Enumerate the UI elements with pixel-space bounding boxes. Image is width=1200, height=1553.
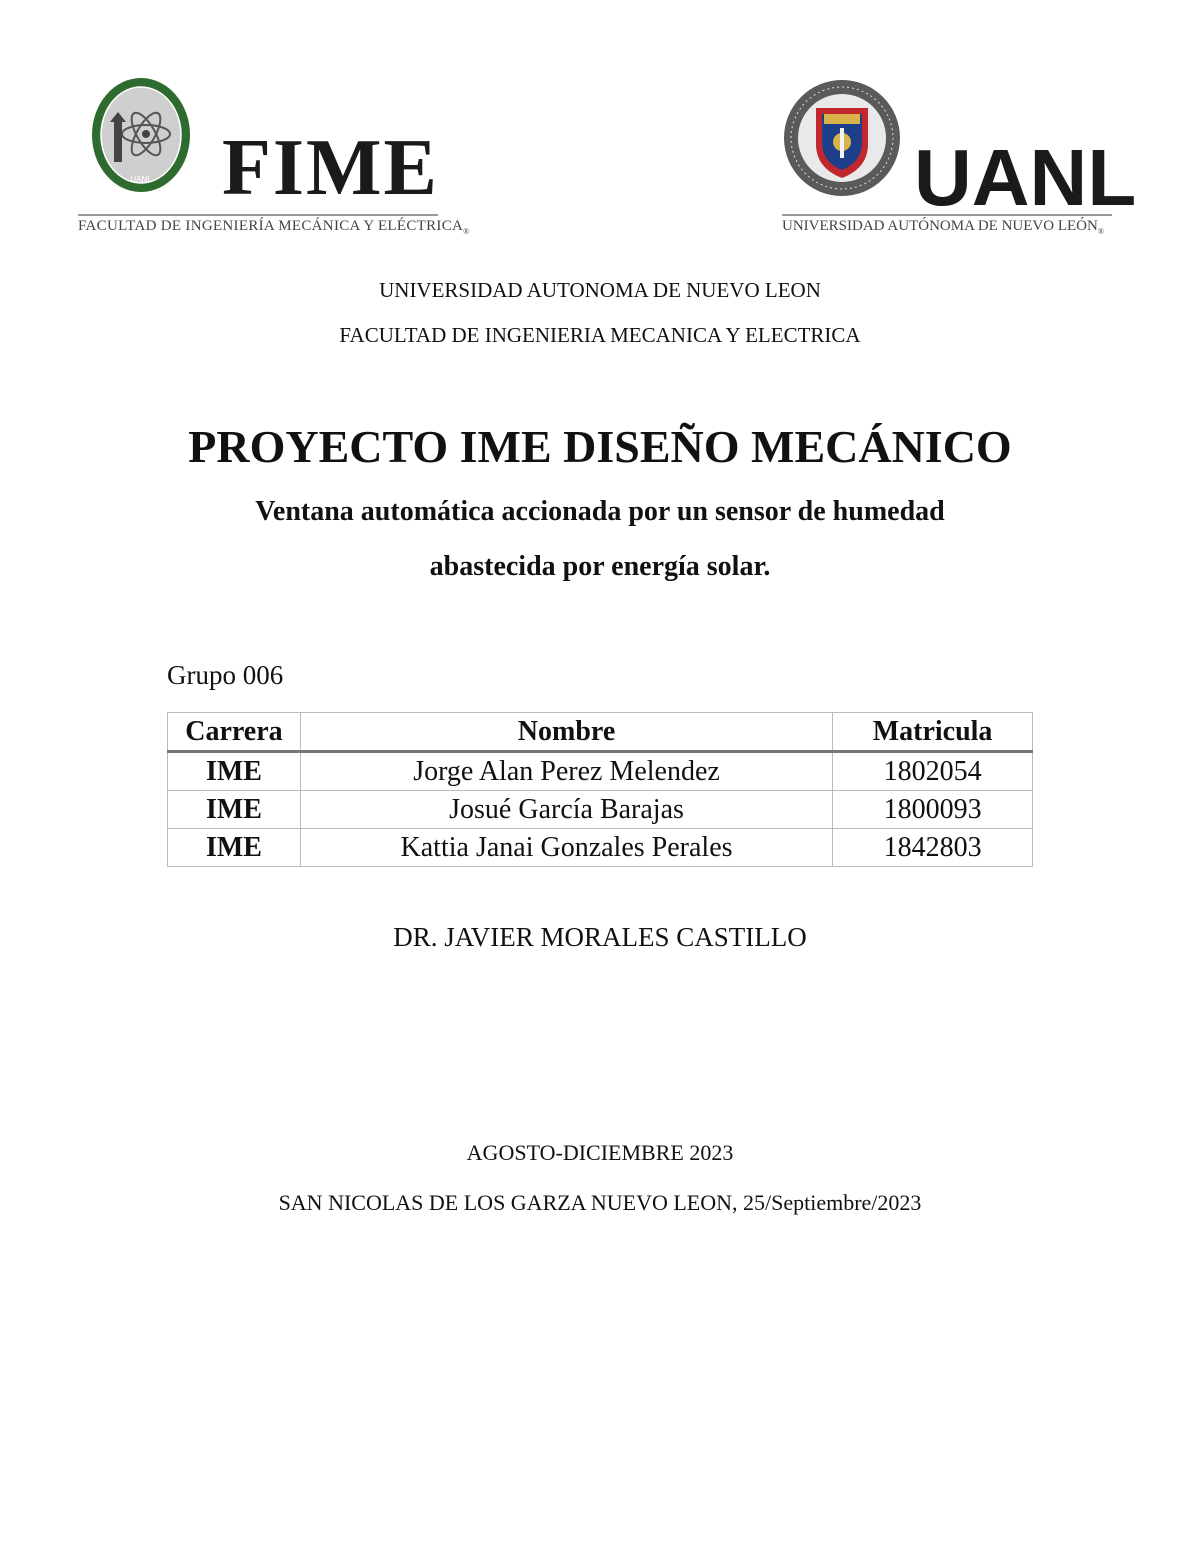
- fime-seal-text: UANL: [130, 175, 152, 184]
- registered-mark: ®: [1097, 227, 1104, 236]
- header-nombre: Nombre: [300, 713, 832, 752]
- cell-matricula: 1800093: [833, 791, 1033, 829]
- cell-carrera: IME: [168, 752, 301, 791]
- fime-seal-logo: [90, 76, 192, 194]
- cell-matricula: 1842803: [833, 829, 1033, 867]
- fime-subtitle-text: FACULTAD DE INGENIERÍA MECÁNICA Y ELÉCTRICA: [78, 218, 464, 234]
- project-subtitle-line1: Ventana automática accionada por un sensor de humedad: [255, 496, 945, 527]
- header-matricula: Matricula: [833, 713, 1033, 752]
- table-row: [168, 791, 1033, 829]
- cell-carrera: IME: [168, 829, 301, 867]
- registered-mark: ®: [463, 227, 470, 236]
- fime-subtitle: [78, 214, 470, 236]
- uanl-subtitle: [782, 214, 1112, 236]
- cell-carrera: IME: [168, 791, 301, 829]
- uanl-seal-logo: [782, 78, 902, 198]
- cell-nombre: Kattia Janai Gonzales Perales: [300, 829, 832, 867]
- group-label: Grupo 006: [167, 660, 284, 690]
- professor-name: DR. JAVIER MORALES CASTILLO: [393, 922, 807, 952]
- team-table: [167, 712, 1033, 867]
- header-carrera: Carrera: [168, 713, 301, 752]
- project-subtitle-line2: abastecida por energía solar.: [429, 551, 771, 582]
- cell-matricula: 1802054: [833, 752, 1033, 791]
- cell-nombre: Josué García Barajas: [300, 791, 832, 829]
- university-name: UNIVERSIDAD AUTONOMA DE NUEVO LEON: [379, 278, 821, 302]
- fime-wordmark: FIME: [222, 124, 439, 212]
- table-row: [168, 752, 1033, 791]
- table-row: [168, 829, 1033, 867]
- academic-period: AGOSTO-DICIEMBRE 2023: [466, 1140, 734, 1165]
- uanl-wordmark: UANL: [914, 133, 1137, 222]
- place-and-date: SAN NICOLAS DE LOS GARZA NUEVO LEON, 25/Septiembre/2023: [278, 1190, 922, 1215]
- uanl-subtitle-text: UNIVERSIDAD AUTÓNOMA DE NUEVO LEÓN: [782, 218, 1098, 234]
- cell-nombre: Jorge Alan Perez Melendez: [300, 752, 832, 791]
- project-title: PROYECTO IME DISEÑO MECÁNICO: [188, 421, 1012, 472]
- faculty-name: FACULTAD DE INGENIERIA MECANICA Y ELECTRICA: [339, 323, 861, 347]
- table-header-row: [168, 713, 1033, 752]
